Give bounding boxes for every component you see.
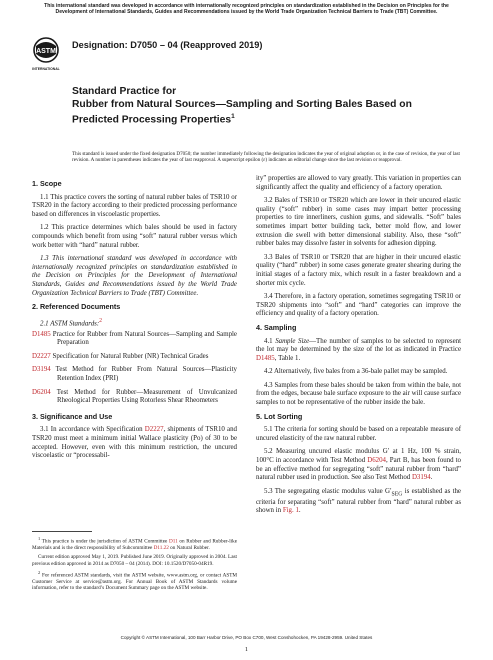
link-d6204[interactable]: D6204 [367, 457, 386, 465]
reference-item: D2227 Specification for Natural Rubber (NR) Technical Grades [32, 352, 209, 360]
para-1-1: 1.1 This practice covers the sorting of natural rubber bales of TSR10 or TSR20 in the factory according to their predicted processing performance based on differences in viscoelastic properties. [32, 193, 237, 218]
ref-link-d6204[interactable]: D6204 [32, 388, 51, 396]
astm-standards-subheading: 2.1 ASTM Standards:$^2$ [40, 317, 103, 328]
para-5-3: 5.3 The segregating elastic modulus value $G'_{SEG}$ is established as the criteria for separating “soft” natural rubber from “hard” natural rubber as shown in Fig. 1. [256, 487, 461, 515]
reference-list [32, 331, 237, 406]
section-heading-significance: 3. Significance and Use [32, 411, 113, 421]
para-4-3: 4.3 Samples from these bales should be taken from within the bale, not from the edges, because bale surface exposure to the air will cause surface samples to not be representative of the rubber inside the bale. [256, 381, 461, 407]
para-1-2: 1.2 This practice determines which bales should be used in factory compounds which benefit from using “soft” natural rubber versus which work better with “hard” natural rubber. [32, 224, 237, 249]
para-3-2: 3.2 Bales of TSR10 or TSR20 which are lower in their uncured elastic quality (“soft” rubber) in some cases may impart better processing properties to tire innerliners, cushion gums, and sidewalls. “Soft” bales sometimes impart better building tack, better mold flow, and lower extrusion die swell with better dimensional stability. Also, these “soft” rubber bales may dissolve faster in solvents for adhesion dipping. [256, 197, 461, 248]
astm-logo-icon [30, 36, 62, 82]
ref-link-d2227[interactable]: D2227 [32, 352, 51, 360]
footnote-1: $^1$ This practice is under the jurisdiction of ASTM Committee D11 on Rubber and Rubber-like Materials and is the direct responsibility of Subcommittee D11.22 on Natural Rubber. [32, 536, 238, 552]
link-subcommittee-d11-22[interactable]: D11.22 [153, 545, 169, 552]
title-footnote-mark: 1 [231, 113, 235, 121]
left-column [32, 175, 237, 466]
para-3-4: 3.4 Therefore, in a factory operation, sometimes segregating TSR10 or TSR20 shipments into “soft” and “hard” categories can improve the efficiency and quality of a factory operation. [256, 293, 461, 318]
reference-item: D3194 Test Method for Rubber From Natural Sources—Plasticity Retention Index (PRI) [32, 366, 237, 382]
section-heading-lot-sorting: 5. Lot Sorting [256, 411, 303, 421]
link-fig-1[interactable]: Fig. 1 [282, 507, 299, 515]
link-d3194[interactable]: D3194 [411, 474, 431, 482]
section-heading-referenced-documents: 2. Referenced Documents [32, 302, 121, 312]
page-number: 1 [244, 646, 249, 653]
title-line2 [72, 99, 452, 128]
link-d2227[interactable]: D2227 [144, 426, 164, 434]
title-line1: Standard Practice for [72, 86, 177, 97]
ref-link-d3194[interactable]: D3194 [32, 366, 51, 374]
ref-link-d1485[interactable]: D1485 [32, 330, 51, 338]
footnote-mark-2[interactable]: 2 [99, 317, 103, 324]
footnote-divider [32, 531, 92, 532]
link-d1485[interactable]: D1485 [256, 354, 275, 362]
footnote-2: $^2$ For referenced ASTM standards, visit the ASTM website, www.astm.org, or contact ASTM Customer Service at service@astm.org. For Annual Book of ASTM Standards volume information, refer to the standard’s Document Summary page on the ASTM website. [32, 569, 237, 592]
section-heading-scope: 1. Scope [32, 179, 62, 188]
footnotes [32, 531, 237, 595]
para-5-1: 5.1 The criteria for sorting should be based on a repeatable measure of uncured elasticity of the raw natural rubber. [256, 426, 461, 442]
title-main: Rubber from Natural Sources—Sampling and Sorting Bales Based on Predicted Processing Properties [72, 98, 412, 126]
para-4-1: 4.1 Sample Size—The number of samples to be selected to represent the lot may be determined by the size of the lot as indicated in Practice D1485, Table 1. [256, 337, 461, 362]
para-1-3: 1.3 This international standard was developed in accordance with internationally recognized principles on standardization established in the Decision on Principles for the Development of International Standards, Guides and Recommendations issued by the World Trade Organization Technical Barriers to Trade (TBT) Committee. [32, 255, 237, 297]
tbt-notice: This international standard was developed in accordance with internationally recognized principles on standardization established in the Decision on Principles for the Development of International Standards, Guides and Recommendations issued by the World Trade Organization Technical Barriers to Trade (TBT) Committee. [44, 3, 449, 16]
section-heading-sampling: 4. Sampling [256, 322, 297, 332]
standard-title [72, 86, 452, 127]
astm-logo [30, 36, 62, 82]
reference-item: D6204 Test Method for Rubber—Measurement of Unvulcanized Rheological Properties Using Rotorless Shear Rheometers [32, 388, 237, 405]
logo-text-international: INTERNATIONAL [32, 67, 60, 71]
para-3-3: 3.3 Bales of TSR10 or TSR20 that are higher in their uncured elastic quality (“hard” rubber) in some cases generate greater shearing during the initial stages of a factory mix, which result in a faster breakdown and a shorter mix cycle. [256, 253, 461, 287]
para-5-2: 5.2 Measuring uncured elastic modulus G′ at 1 Hz, 100 % strain, 100°C in accordance with Test Method D6204, Part B, has been found to be an effective method for segregating “soft” natural rubber from “hard” natural rubber used in production. See also Test Method D3194. [256, 448, 461, 482]
right-column [256, 175, 461, 521]
footnote-edition: Current edition approved May 1, 2019. Published June 2019. Originally approved in 2004. Last previous edition approved in 2014 as D7050 – 04 (2014). DOI: 10.1520/D7050-04R19. [32, 554, 237, 567]
logo-text-astm: ASTM [36, 48, 56, 55]
para-3-1-continued: ity” properties are allowed to vary greatly. This variation in properties can significantly affect the quality and efficiency of a factory operation. [256, 175, 461, 191]
link-committee-d11[interactable]: D11 [169, 538, 178, 545]
designation: Designation: D7050 – 04 (Reapproved 2019) [72, 40, 263, 50]
reference-item: D1485 Practice for Rubber from Natural Sources—Sampling and Sample Preparation [32, 330, 237, 347]
para-4-2: 4.2 Alternatively, five bales from a 36-bale pallet may be sampled. [264, 368, 448, 376]
issuance-note: This standard is issued under the fixed designation D7050; the number immediately following the designation indicates the year of original adoption or, in the case of revision, the year of last revision. A number in parentheses indicates the year of last reapproval. A superscript epsilon (ε) indicates an editorial change since the last revision or reapproval. [72, 151, 460, 164]
copyright-footer: Copyright © ASTM International, 100 Barr Harbor Drive, PO Box C700, West Conshohocken, PA 19428-2959. United States [120, 635, 373, 640]
para-3-1: 3.1 In accordance with Specification D2227, shipments of TSR10 and TSR20 must meet a minimum initial Wallace plasticity (Po) of 30 to be accepted. However, even with this minimum restriction, the uncured viscoelastic or “processabil- [32, 426, 237, 460]
